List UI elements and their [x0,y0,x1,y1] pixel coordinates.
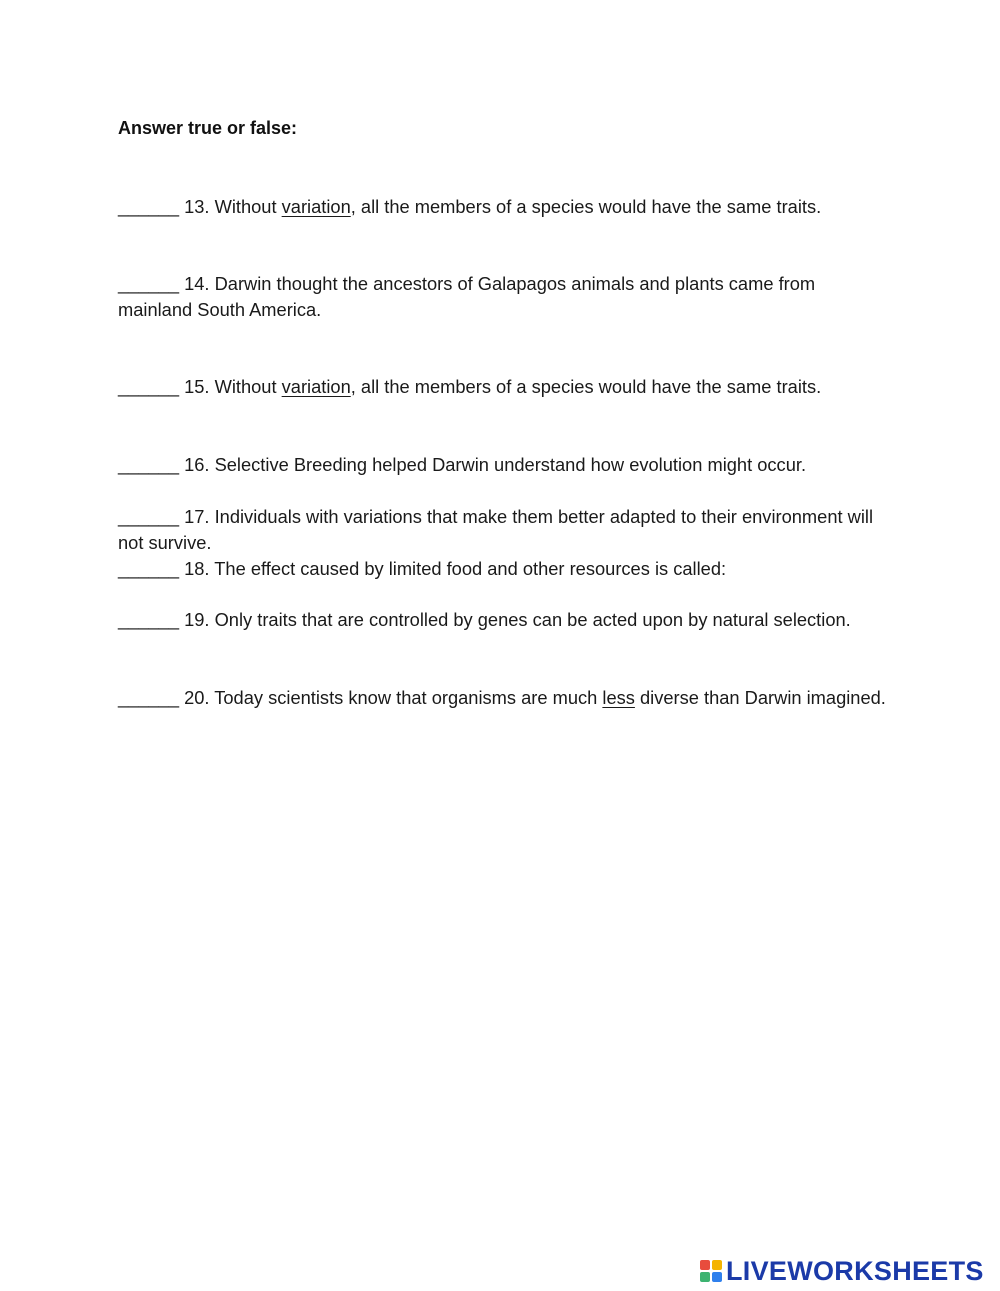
question-13-post: , all the members of a species would have the same traits. [350,196,822,217]
question-18: ______ 18. The effect caused by limited food and other resources is called: [118,558,727,579]
question-17: ______ 17. Individuals with variations that make them better adapted to their environment will not survive. [118,506,874,553]
worksheet-heading: Answer true or false: [118,118,298,138]
question-13-underlined: variation [281,196,351,217]
question-20-underlined: less [602,687,635,708]
question-16: ______ 16. Selective Breeding helped Darwin understand how evolution might occur. [118,454,807,475]
logo-block-yellow [712,1260,722,1270]
logo-block-red [700,1260,710,1270]
question-19: ______ 19. Only traits that are controlled by genes can be acted upon by natural selection. [118,609,851,630]
question-20-pre: ______ 20. Today scientists know that organisms are much [118,687,603,708]
question-15-pre: ______ 15. Without [118,376,282,397]
question-20-post: diverse than Darwin imagined. [634,687,886,708]
logo-block-blue [712,1272,722,1282]
question-14: ______ 14. Darwin thought the ancestors of Galapagos animals and plants came from mainland South America. [118,273,816,320]
liveworksheets-logo [700,1254,984,1288]
question-13 [118,194,888,220]
question-15 [118,374,888,400]
question-20 [118,685,888,711]
logo-blocks-icon [700,1260,722,1282]
logo-block-green [700,1272,710,1282]
question-15-underlined: variation [281,376,351,397]
question-13-pre: ______ 13. Without [118,196,282,217]
logo-text: LIVEWORKSHEETS [726,1255,984,1286]
question-15-post: , all the members of a species would have the same traits. [350,376,822,397]
